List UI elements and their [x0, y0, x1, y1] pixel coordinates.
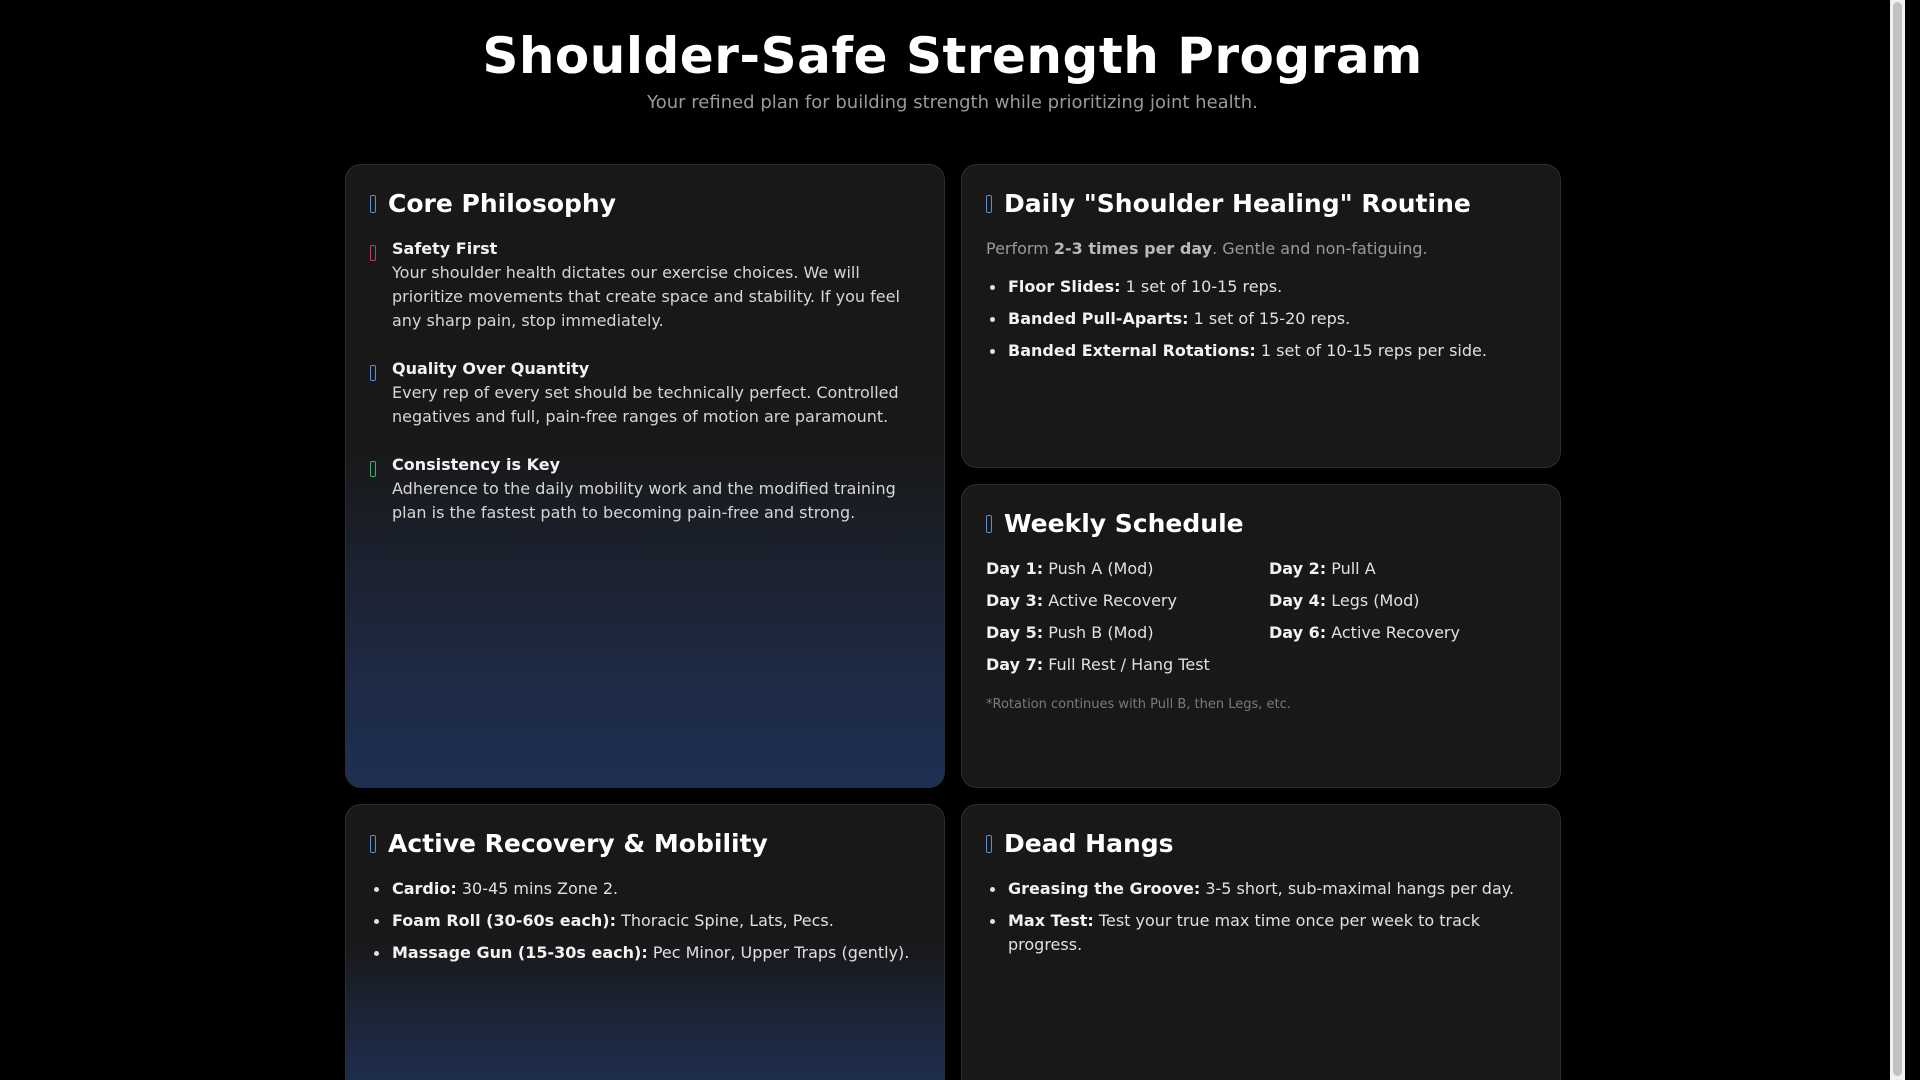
item-label: Banded External Rotations:	[1008, 341, 1256, 360]
item-label: Massage Gun (15-30s each):	[392, 943, 648, 962]
day-label: Day 1:	[986, 559, 1044, 578]
principle-heading: Quality Over Quantity	[392, 359, 590, 378]
day-workout: Push B (Mod)	[1043, 623, 1154, 642]
card-title-text: Weekly Schedule	[1004, 509, 1244, 538]
dead-hangs-heading	[986, 829, 1536, 859]
routine-list	[986, 275, 1536, 363]
weekly-schedule-card	[961, 484, 1561, 788]
routine-intro	[986, 237, 1536, 261]
card-grid	[345, 164, 1561, 1080]
list-item	[1008, 909, 1536, 957]
day-label: Day 5:	[986, 623, 1044, 642]
day-label: Day 3:	[986, 591, 1044, 610]
day-workout: Legs (Mod)	[1326, 591, 1420, 610]
item-text: 30-45 mins Zone 2.	[456, 879, 619, 898]
running-icon	[370, 835, 376, 853]
item-text: Pec Minor, Upper Traps (gently).	[647, 943, 910, 962]
scrollbar-thumb[interactable]	[1893, 2, 1902, 1076]
schedule-grid	[986, 557, 1536, 677]
list-item	[392, 877, 920, 901]
principle-consistency-is-key	[370, 453, 920, 525]
card-title-text: Core Philosophy	[388, 189, 616, 218]
active-recovery-heading	[370, 829, 920, 859]
schedule-day	[1269, 621, 1529, 645]
schedule-day	[1269, 557, 1529, 581]
item-text: Thoracic Spine, Lats, Pecs.	[615, 911, 834, 930]
item-text: Test your true max time once per week to track progress.	[1008, 911, 1480, 954]
principle-text: Every rep of every set should be technically perfect. Controlled negatives and full, pain-free ranges of motion are paramount.	[392, 383, 899, 426]
intro-frequency: 2-3 times per day	[1053, 239, 1213, 258]
principle-heading: Consistency is Key	[392, 455, 561, 474]
day-workout: Full Rest / Hang Test	[1043, 655, 1210, 674]
weekly-schedule-heading	[986, 509, 1536, 539]
day-workout: Active Recovery	[1326, 623, 1460, 642]
list-item	[392, 941, 920, 965]
page-header	[0, 0, 1905, 113]
item-label: Floor Slides:	[1008, 277, 1121, 296]
daily-routine-heading	[986, 189, 1536, 219]
item-label: Cardio:	[392, 879, 457, 898]
item-label: Greasing the Groove:	[1008, 879, 1201, 898]
page-title: Shoulder-Safe Strength Program	[482, 27, 1423, 85]
list-item	[1008, 339, 1536, 363]
day-label: Day 7:	[986, 655, 1044, 674]
dead-hangs-card	[961, 804, 1561, 1080]
item-text: 1 set of 10-15 reps per side.	[1255, 341, 1487, 360]
day-workout: Push A (Mod)	[1043, 559, 1154, 578]
vertical-scrollbar[interactable]	[1890, 0, 1905, 1080]
heart-pulse-icon	[986, 195, 992, 213]
schedule-day	[986, 557, 1269, 581]
lightbulb-icon	[370, 195, 376, 213]
item-text: 1 set of 15-20 reps.	[1188, 309, 1351, 328]
schedule-footnote: *Rotation continues with Pull B, then Legs, etc.	[986, 697, 1291, 712]
item-text: 3-5 short, sub-maximal hangs per day.	[1200, 879, 1515, 898]
principle-text: Adherence to the daily mobility work and the modified training plan is the fastest path to becoming pain-free and strong.	[392, 479, 896, 522]
item-label: Max Test:	[1008, 911, 1094, 930]
core-philosophy-heading	[370, 189, 920, 219]
hand-grip-icon	[986, 835, 992, 853]
principle-text: Your shoulder health dictates our exercise choices. We will prioritize movements that create space and stability. If you feel any sharp pain, stop immediately.	[392, 263, 900, 330]
day-label: Day 6:	[1269, 623, 1327, 642]
item-label: Banded Pull-Aparts:	[1008, 309, 1189, 328]
principle-quality-over-quantity	[370, 357, 920, 429]
item-label: Foam Roll (30-60s each):	[392, 911, 616, 930]
day-label: Day 4:	[1269, 591, 1327, 610]
active-recovery-card	[345, 804, 945, 1080]
intro-prefix: Perform	[986, 239, 1054, 258]
target-icon	[370, 365, 376, 381]
day-workout: Active Recovery	[1043, 591, 1177, 610]
schedule-day	[986, 589, 1269, 613]
page-subtitle: Your refined plan for building strength while prioritizing joint health.	[647, 92, 1258, 113]
principle-heading: Safety First	[392, 239, 498, 258]
list-item	[1008, 307, 1536, 331]
list-item	[1008, 877, 1536, 901]
day-workout: Pull A	[1326, 559, 1376, 578]
card-title-text: Daily "Shoulder Healing" Routine	[1004, 189, 1471, 218]
card-title-text: Active Recovery & Mobility	[388, 829, 768, 858]
recovery-list	[370, 877, 920, 965]
principle-safety-first	[370, 237, 920, 333]
intro-suffix: . Gentle and non-fatiguing.	[1212, 239, 1428, 258]
calendar-icon	[986, 515, 992, 533]
list-item	[392, 909, 920, 933]
schedule-day	[1269, 589, 1529, 613]
day-label: Day 2:	[1269, 559, 1327, 578]
core-philosophy-card	[345, 164, 945, 788]
calendar-check-icon	[370, 461, 376, 477]
card-title-text: Dead Hangs	[1004, 829, 1174, 858]
shield-icon	[370, 245, 376, 261]
schedule-day	[986, 653, 1269, 677]
list-item	[1008, 275, 1536, 299]
dead-hangs-list	[986, 877, 1536, 957]
schedule-day	[986, 621, 1269, 645]
item-text: 1 set of 10-15 reps.	[1120, 277, 1283, 296]
daily-routine-card	[961, 164, 1561, 468]
